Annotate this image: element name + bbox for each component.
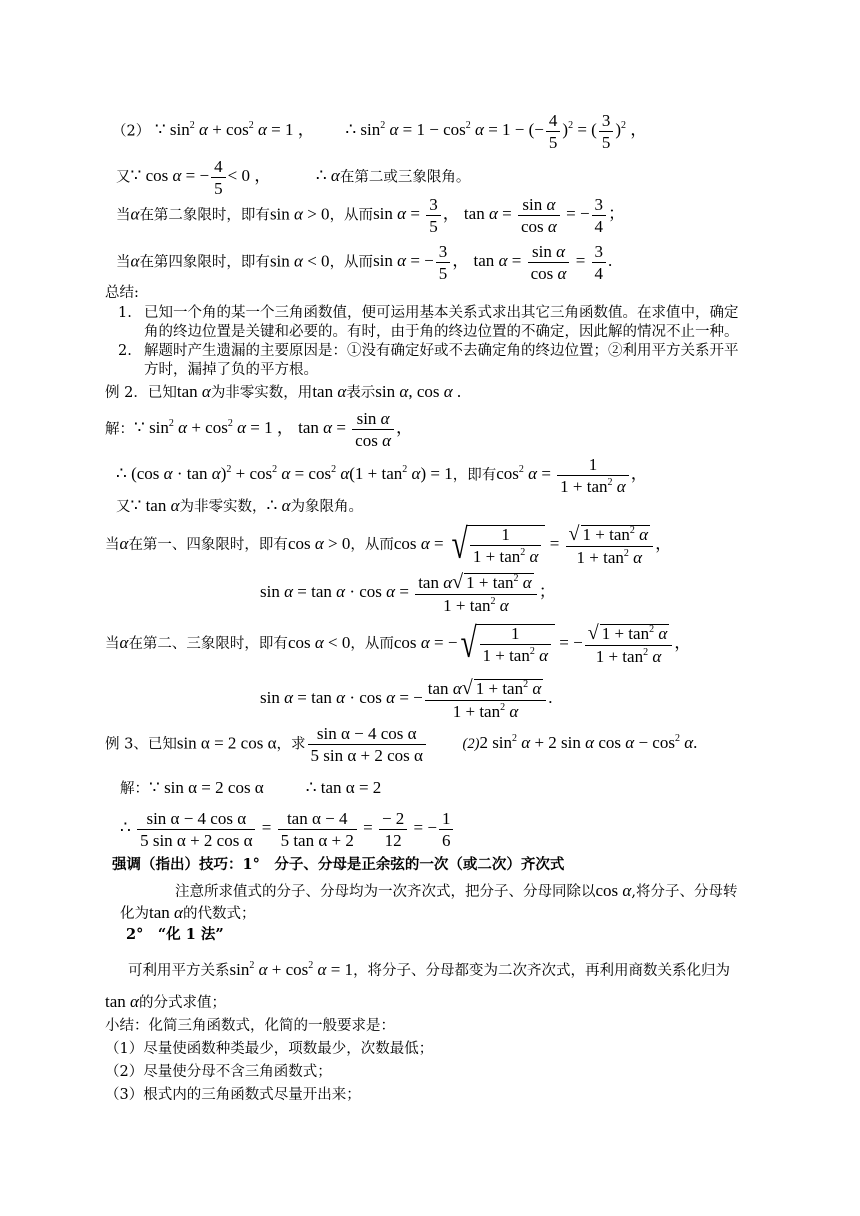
eq-line-10: 当α在第一、四象限时，即有cos α > 0，从而cos α = √ $\frac{1}{1 + \tan^2 \alpha}$ = $\frac{√ 1 + \tan^2 \alpha}{1 + \tan^2 \alpha}$ ，	[105, 522, 673, 568]
summary-item-2-num: 2.	[118, 343, 132, 359]
emphasis-title: 强调（指出）技巧：1° 分子、分母是正余弦的一次（或二次）齐次式	[112, 856, 565, 873]
eq-line-16: ∴ $\frac{\text{sin α − 4 cos α}}{\text{5 sin α + 2 cos α}}$ = $\frac{\text{tan α − 4}}{\text{5 tan α + 2}}$ = $\frac{- 2}{12}$ = − $\frac{1}{6}$	[120, 810, 455, 849]
example-2-title: 例 2．已知tan α为非零实数，用tan α表示sin α, cos α .	[105, 382, 462, 401]
eq-line-8: ∴ (cos $\alpha \cdot \tan \alpha)^2 + \cos^2 \alpha = \cos^2 \alpha(1 + \tan^2 \alpha) = 1$，即有$\cos^2 \alpha$ = $\frac{1}{1 + \tan^2 \alpha}$ ，	[116, 455, 648, 496]
eq-line-1: （2） ∵ $\sin^2 \alpha + \cos^2 \alpha = 1$ ， ∴ $\sin^2 \alpha = 1 - \cos^2 \alpha = 1$ − (− $\frac{4}{5}$ )$^2$ = ( $\frac{3}{5}$ )$^2$ ，	[112, 111, 648, 152]
eq-line-13: sin α = tan α · cos α = − $\frac{\tan \alpha√ 1 + \tan^2 \alpha}{1 + \tan^2 \alpha}$ .	[260, 677, 553, 721]
eq-line-12: 当α在第二、三象限时，即有cos α < 0，从而cos α = −√ $\frac{1}{1 + \tan^2 \alpha}$ = − $\frac{√ 1 + \tan^2 \alpha}{1 + \tan^2 \alpha}$ ，	[105, 621, 692, 667]
eq-line-11: sin α = tan α · cos α = $\frac{\tan \alpha√ 1 + \tan^2 \alpha}{1 + \tan^2 \alpha}$ ；	[260, 571, 556, 615]
eq-line-4: 当α在第四象限时，即有sin α < 0，从而sin α = − $\frac{3}{5}$ ， tan α = $\frac{\text{sin α}}{\text{cos α}}$ = $\frac{3}{4}$ .	[116, 242, 613, 283]
emphasis-line-2: 化为tan α的代数式；	[120, 903, 256, 922]
eq-line-3: 当α在第二象限时，即有sin α > 0，从而sin α = $\frac{3}{5}$ ， tan α = $\frac{\text{sin α}}{\text{cos α}}$ = − $\frac{3}{4}$ ；	[116, 195, 626, 236]
recap-item-1: （1）尽量使函数种类最少，项数最少，次数最低；	[105, 1041, 434, 1057]
recap-item-3: （3）根式内的三角函数式尽量开出来；	[105, 1087, 361, 1103]
emphasis-line-4: tan α的分式求值；	[105, 992, 226, 1011]
eq-line-7: 解：∵ $\sin^2 \alpha + \cos^2 \alpha = 1$ ， tan α = $\frac{\text{sin α}}{\text{cos α}}$ ，	[105, 409, 414, 450]
summary-item-2a: 解题时产生遗漏的主要原因是：①没有确定好或不去确定角的终边位置；②利用平方关系开平	[144, 343, 739, 359]
emphasis-line-1: 注意所求值式的分子、分母均为一次齐次式，把分子、分母同除以cos α,将分子、分母转	[175, 881, 738, 900]
recap-item-2: （2）尽量使分母不含三角函数式；	[105, 1064, 332, 1080]
summary-item-1a: 已知一个角的某一个三角函数值，便可运用基本关系式求出其它三角函数值。在求值中，确定	[144, 305, 739, 321]
part-label: （2）	[112, 123, 151, 140]
summary-item-2b: 方时，漏掉了负的平方根。	[144, 362, 318, 378]
eq-line-9: 又∵ tan α为非零实数，∴ α为象限角。	[116, 496, 364, 515]
eq-line-15: 解：∵ sin α = 2 cos α ∴ tan α = 2	[120, 778, 382, 797]
example-3-title: 例 3、已知sin α = 2 cos α，求 $\frac{\text{sin α − 4 cos α}}{\text{5 sin α + 2 cos α}}$ (2)2 $\sin^2 \alpha + 2$ sin α $\cos \alpha - \cos^2 \alpha$.	[105, 724, 698, 765]
emphasis-subtitle: 2° “化 1 法”	[126, 926, 224, 943]
summary-title: 总结:	[105, 285, 139, 301]
emphasis-line-3: 可利用平方关系$\sin^2 \alpha + \cos^2 \alpha = 1$，将分子、分母都变为二次齐次式，再利用商数关系化归为	[128, 960, 731, 979]
summary-item-1-num: 1.	[118, 305, 132, 321]
summary-item-1b: 角的终边位置是关键和必要的。有时，由于角的终边位置的不确定，因此解的情况不止一种。	[144, 324, 739, 340]
eq-line-2: 又∵ cos α = − $\frac{4}{5}$ < 0 ， ∴ α在第二或三象限角。	[116, 157, 471, 198]
recap-title: 小结：化简三角函数式，化简的一般要求是：	[105, 1018, 395, 1034]
